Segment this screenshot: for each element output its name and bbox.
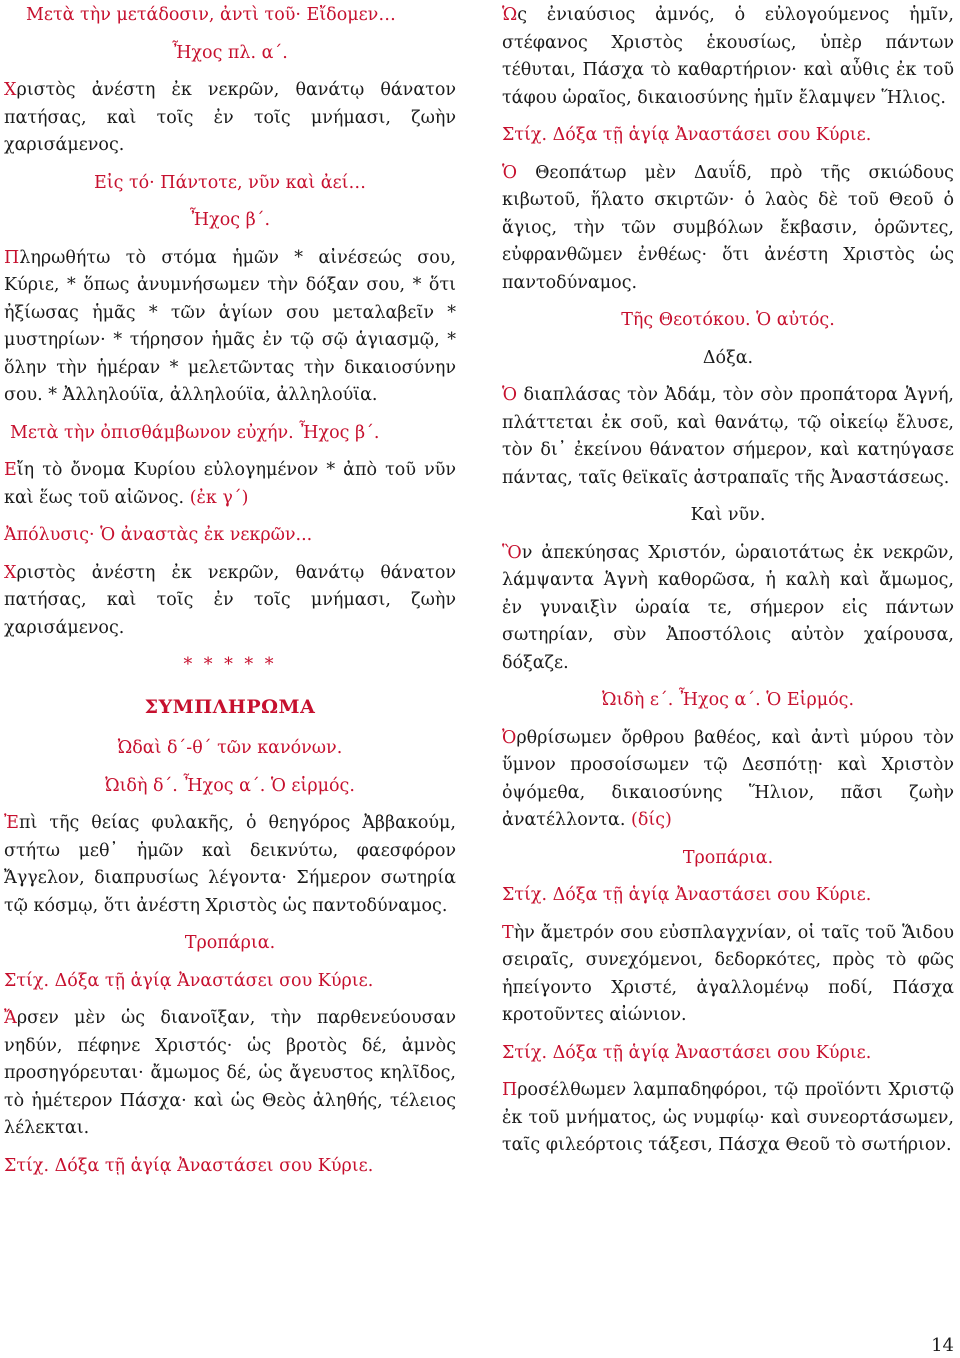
hymn-paragraph (502, 920, 954, 1030)
verse-line (502, 122, 954, 150)
hymn-paragraph (4, 77, 456, 160)
rubric-tone: Ἦχος πλ. α΄. (172, 42, 288, 63)
initial-letter: Π (502, 1080, 518, 1100)
hymn-text: ὴν ἄμετρόν σου εὐσπλαγχνίαν, οἱ ταῖς τοῦ Ἅιδου σειραῖς, συνεχόμενοι, δεδορκότες, πρὸς τὸ φῶς ἠπείγοντο Χριστέ, ἀγαλλομένῳ ποδί, Πάσχα κροτοῦντες αἰώνιον. (502, 922, 954, 1025)
verse-line (502, 882, 954, 910)
hymn-text: ρθρίσωμεν ὄρθρου βαθέος, καὶ ἀντὶ μύρου τὸν ὕμνον προσοίσωμεν τῷ Δεσπότῃ· καὶ Χριστὸν ὀψόμεθα, δικαιοσύνης Ἥλιον, πᾶσι ζωὴν ἀνατέλλοντα. (502, 727, 954, 830)
hymn-text: ριστὸς ἀνέστη ἐκ νεκρῶν, θανάτῳ θάνατον πατήσας, καὶ τοῖς ἐν τοῖς μνήμασι, ζωὴν χαρισάμενος. (4, 80, 456, 155)
hymn-paragraph (4, 457, 456, 512)
section-heading: ΣΥΜΠΛΗΡΩΜΑ (144, 695, 316, 718)
verse-label: Στίχ. (502, 1042, 548, 1063)
initial-letter: Ἄ (4, 1008, 17, 1028)
verse-text: Δόξα τῇ ἁγίᾳ Ἀναστάσει σου Κύριε. (552, 125, 872, 145)
hymn-text: ς ἐνιαύσιος ἀμνός, ὁ εὐλογούμενος ἡμῖν, στέφανος Χριστὸς ἑκουσίως, ὑπὲρ πάντων τέθυται, Πάσχα τὸ καθαρτήριον· καὶ αὖθις ἐκ τοῦ τάφου ὡραῖος, δικαιοσύνης ἡμῖν ἔλαμψεν Ἥλιος. (502, 5, 954, 108)
hymn-paragraph (502, 2, 954, 112)
rubric-troparia: Τροπάρια. (682, 847, 774, 868)
hymn-text: ἴη τὸ ὄνομα Κυρίου εὐλογημένον * ἀπὸ τοῦ νῦν καὶ ἕως τοῦ αἰῶνος. (4, 460, 456, 508)
right-column (502, 2, 954, 1170)
rubric-ode: Ὠιδὴ ε΄. Ἦχος α΄. Ὁ Εἱρμός. (601, 690, 855, 710)
hymn-text: ροσέλθωμεν λαμπαδηφόροι, τῷ προϊόντι Χριστῷ ἐκ τοῦ μνήματος, ὡς νυμφίῳ· καὶ συνεορτάσωμεν, ταῖς φιλεόρτοις τάξεσι, Πάσχα Θεοῦ τὸ σωτήριον. (502, 1080, 954, 1155)
initial-letter: Ὃ (502, 542, 522, 563)
initial-letter: Ἐ (4, 813, 19, 833)
verse-text: Δόξα τῇ ἁγίᾳ Ἀναστάσει σου Κύριε. (54, 1155, 374, 1176)
hymn-text: ριστὸς ἀνέστη ἐκ νεκρῶν, θανάτῳ θάνατον πατήσας, καὶ τοῖς ἐν τοῖς μνήμασι, ζωὴν χαρισάμενος. (4, 562, 456, 638)
hymn-text: διαπλάσας τὸν Ἀδάμ, τὸν σὸν προπάτορα Ἁγνή, πλάττεται ἐκ σοῦ, καὶ θανάτῳ, τῷ οἰκείῳ ἔλυσε, τὸν δι᾽ ἐκείνου θάνατον σήμερον, καὶ κατηύγασε πάντας, ταῖς θεϊκαῖς ἀστραπαῖς τῆς Ἀναστάσεως. (502, 385, 954, 488)
rubric-dismissal: Ἀπόλυσις· Ὁ ἀναστὰς ἐκ νεκρῶν... (4, 525, 313, 545)
hymn-paragraph (502, 382, 954, 492)
kai-nyn-label: Καὶ νῦν. (690, 505, 766, 525)
hymn-paragraph (502, 160, 954, 298)
hymn-paragraph (502, 1077, 954, 1160)
rubric: Εἰς τό· Πάντοτε, νῦν καὶ ἀεί… (93, 172, 367, 193)
hymn-paragraph (4, 560, 456, 643)
initial-letter: Χ (4, 562, 17, 583)
hymn-paragraph (4, 810, 456, 920)
hymn-paragraph (4, 1005, 456, 1143)
initial-letter: Χ (4, 80, 17, 100)
initial-letter: Ὁ (502, 385, 518, 405)
hymn-text: ν ἀπεκύησας Χριστόν, ὡραιοτάτως ἐκ νεκρῶν, λάμψαντα Ἁγνὴ καθορῶσα, ἡ καλὴ καὶ ἄμωμος, ἐν γυναιξὶν ὡραία τε, σήμερον εἰς πάντων σωτηρίαν, σὺν Ἀποστόλοις αὐτὸν χαίρουσα, δόξαζε. (502, 542, 954, 673)
initial-letter: Τ (502, 922, 514, 943)
rubric-theotokion: Τῆς Θεοτόκου. Ὁ αὐτός. (621, 310, 835, 330)
repeat-note: (δίς) (631, 810, 672, 830)
rubric-tone: Ἦχος β΄. (189, 210, 271, 230)
rubric: Μετὰ τὴν μετάδοσιν, ἀντὶ τοῦ· Εἴδομεν… (26, 5, 396, 25)
verse-label: Στίχ. (4, 1155, 50, 1176)
doxa-label: Δόξα. (702, 347, 754, 368)
initial-letter: Π (4, 247, 20, 268)
verse-text: Δόξα τῇ ἁγίᾳ Ἀναστάσει σου Κύριε. (552, 1042, 872, 1063)
rubric-troparia: Τροπάρια. (184, 933, 276, 953)
hymn-text: ληρωθήτω τὸ στόμα ἡμῶν * αἰνέσεώς σου, Κύριε, * ὅπως ἀνυμνήσωμεν τὴν δόξαν σου, * ὅτι ἠξίωσας ἡμᾶς * τῶν ἁγίων σου μεταλαβεῖν * μυστηρίων· * τήρησον ἡμᾶς ἐν τῷ σῷ ἁγιασμῷ, * ὅλην τὴν ἡμέραν * μελετῶντας τὴν δικαιοσύνην σου. * Ἀλληλούϊα, ἀλληλούϊα, ἀλληλούϊα. (4, 247, 456, 405)
initial-letter: Ὡ (502, 5, 518, 25)
rubric-ode: Ὠιδὴ δ΄. Ἦχος α΄. Ὁ εἱρμός. (105, 775, 355, 796)
hymn-text: ρσεν μὲν ὡς διανοῖξαν, τὴν παρθενεύουσαν νηδύν, πέφηνε Χριστός· ὡς βροτὸς δέ, ἀμνὸς προσηγόρευται· ἄμωμος δέ, ὡς ἄγευστος κηλῖδος, τὸ ἡμέτερον Πάσχα· καὶ ὡς Θεὸς ἀληθής, τέλειος λέλεκται. (4, 1008, 456, 1138)
repeat-note: (ἐκ γ΄) (189, 487, 249, 508)
verse-line (502, 1040, 954, 1068)
initial-letter: Ε (4, 460, 17, 480)
verse-line (4, 968, 456, 996)
verse-text: Δόξα τῇ ἁγίᾳ Ἀναστάσει σου Κύριε. (54, 970, 374, 991)
hymn-paragraph (502, 540, 954, 678)
rubric: Ὠδαὶ δ΄-θ΄ τῶν κανόνων. (117, 738, 343, 758)
initial-letter: Ὁ (502, 162, 518, 183)
left-column (4, 2, 456, 1190)
page-number: 14 (931, 1335, 954, 1356)
verse-label: Στίχ. (502, 885, 548, 905)
initial-letter: Ὀ (502, 727, 517, 748)
hymn-text: Θεοπάτωρ μὲν Δαυΐδ, πρὸ τῆς σκιώδους κιβωτοῦ, ἥλατο σκιρτῶν· ὁ λαὸς δὲ τοῦ Θεοῦ ὁ ἅγιος, τὴν τῶν συμβόλων ἔκβασιν, ὁρῶντες, εὐφρανθῶμεν ἐνθέως· ὅτι ἀνέστη Χριστὸς ὡς παντοδύναμος. (502, 162, 954, 293)
hymn-paragraph (502, 725, 954, 835)
rubric: Μετὰ τὴν ὀπισθάμβωνον εὐχήν. Ἦχος β΄. (10, 422, 380, 443)
verse-label: Στίχ. (4, 970, 50, 991)
verse-line (4, 1153, 456, 1181)
hymn-paragraph (4, 245, 456, 410)
verse-text: Δόξα τῇ ἁγίᾳ Ἀναστάσει σου Κύριε. (552, 885, 872, 905)
verse-label: Στίχ. (502, 125, 548, 145)
section-divider: * * * * * (183, 655, 277, 675)
hymn-text: πὶ τῆς θείας φυλακῆς, ὁ θεηγόρος Ἀββακούμ, στήτω μεθ᾽ ἡμῶν καὶ δεικνύτω, φαεσφόρον Ἄγγελον, διαπρυσίως λέγοντα· Σήμερον σωτηρία τῷ κόσμῳ, ὅτι ἀνέστη Χριστὸς ὡς παντοδύναμος. (4, 813, 456, 916)
